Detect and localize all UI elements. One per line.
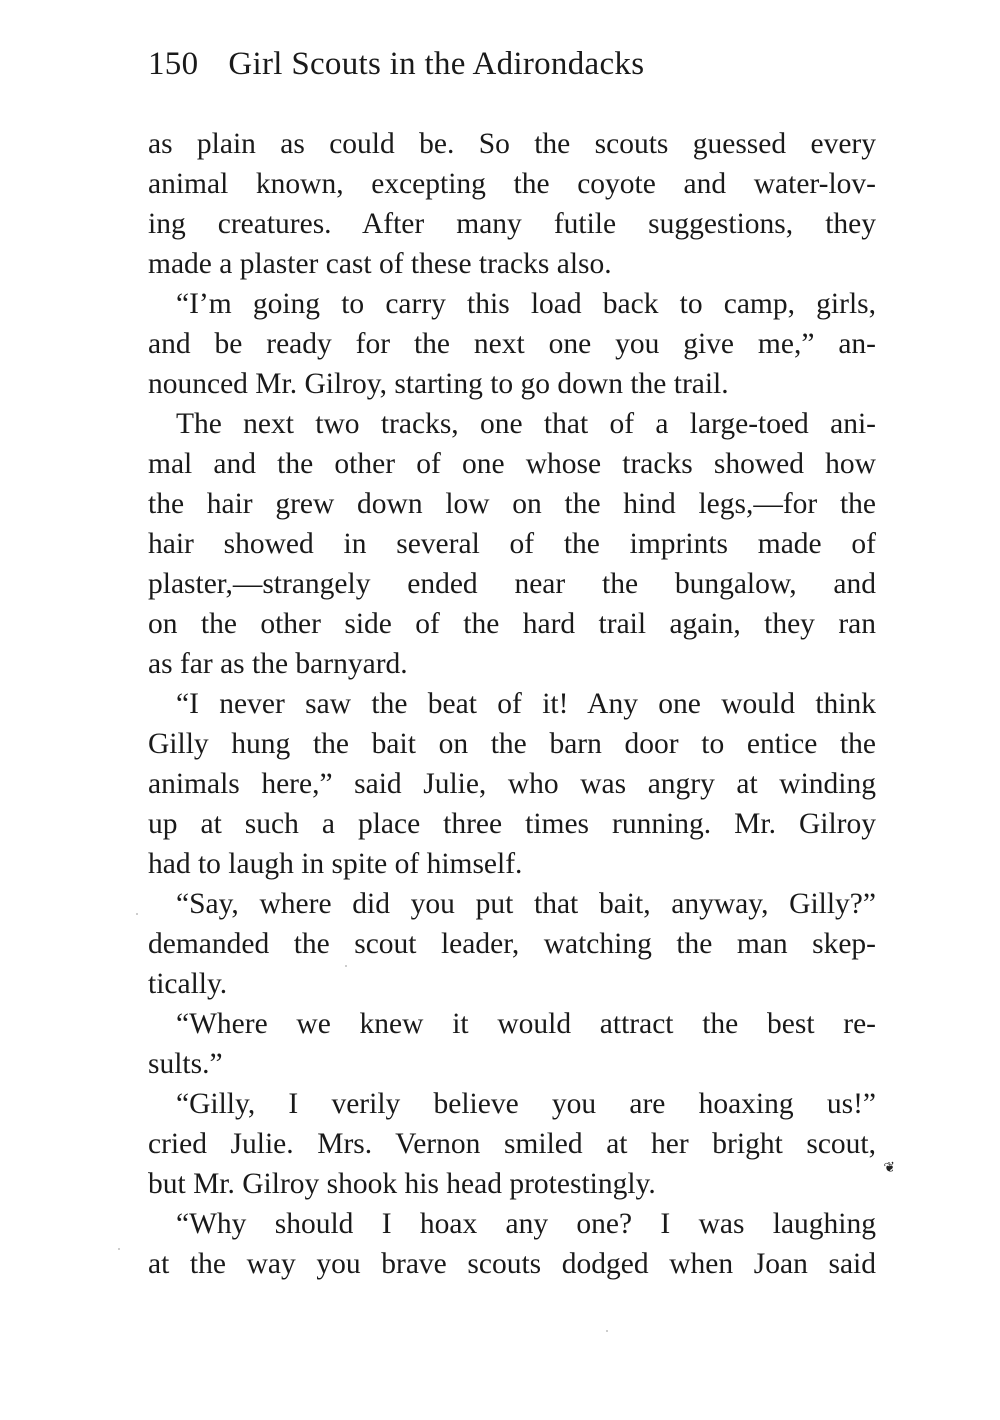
text-line: demanded the scout leader, watching the man skep- <box>148 928 876 960</box>
page-number: 150 <box>148 46 199 82</box>
body-text <box>148 124 876 1284</box>
text-line: made a plaster cast of these tracks also. <box>148 248 612 280</box>
text-line: up at such a place three times running. Mr. Gilroy <box>148 808 876 840</box>
text-line: “I’m going to carry this load back to camp, girls, <box>176 288 876 320</box>
text-line: but Mr. Gilroy shook his head protestingly. <box>148 1168 656 1200</box>
text-line: as plain as could be. So the scouts guessed every <box>148 128 876 160</box>
running-head <box>148 44 876 84</box>
text-line: The next two tracks, one that of a large-toed ani- <box>176 408 876 440</box>
paper-speck <box>136 913 138 915</box>
text-line: cried Julie. Mrs. Vernon smiled at her bright scout, <box>148 1128 876 1160</box>
text-line: “Where we knew it would attract the best re- <box>176 1008 876 1040</box>
paper-speck <box>118 1248 120 1250</box>
text-line: sults.” <box>148 1048 223 1080</box>
running-title: Girl Scouts in the Adirondacks <box>228 46 645 82</box>
text-line: ing creatures. After many futile suggestions, they <box>148 208 876 240</box>
book-page <box>148 44 876 1284</box>
text-line: nounced Mr. Gilroy, starting to go down the trail. <box>148 368 729 400</box>
text-line: mal and the other of one whose tracks showed how <box>148 448 876 480</box>
text-line: as far as the barnyard. <box>148 648 408 680</box>
text-line: Gilly hung the bait on the barn door to entice the <box>148 728 876 760</box>
text-line: animals here,” said Julie, who was angry at winding <box>148 768 876 800</box>
text-line: plaster,—strangely ended near the bungalow, and <box>148 568 876 600</box>
text-line: at the way you brave scouts dodged when Joan said <box>148 1248 876 1280</box>
text-line: “Say, where did you put that bait, anyway, Gilly?” <box>176 888 876 920</box>
text-line: “I never saw the beat of it! Any one would think <box>176 688 876 720</box>
text-line: on the other side of the hard trail again, they ran <box>148 608 876 640</box>
text-line: the hair grew down low on the hind legs,—for the <box>148 488 876 520</box>
text-line: “Why should I hoax any one? I was laughing <box>176 1208 876 1240</box>
text-line: tically. <box>148 968 228 1000</box>
ink-smudge-mark: ❦ <box>883 1160 897 1177</box>
text-line: and be ready for the next one you give me,” an- <box>148 328 876 360</box>
paper-speck <box>345 965 347 967</box>
text-line: animal known, excepting the coyote and water-lov- <box>148 168 876 200</box>
text-line: had to laugh in spite of himself. <box>148 848 523 880</box>
paper-speck <box>606 1330 608 1332</box>
text-line: “Gilly, I verily believe you are hoaxing us!” <box>176 1088 876 1120</box>
text-line: hair showed in several of the imprints made of <box>148 528 876 560</box>
